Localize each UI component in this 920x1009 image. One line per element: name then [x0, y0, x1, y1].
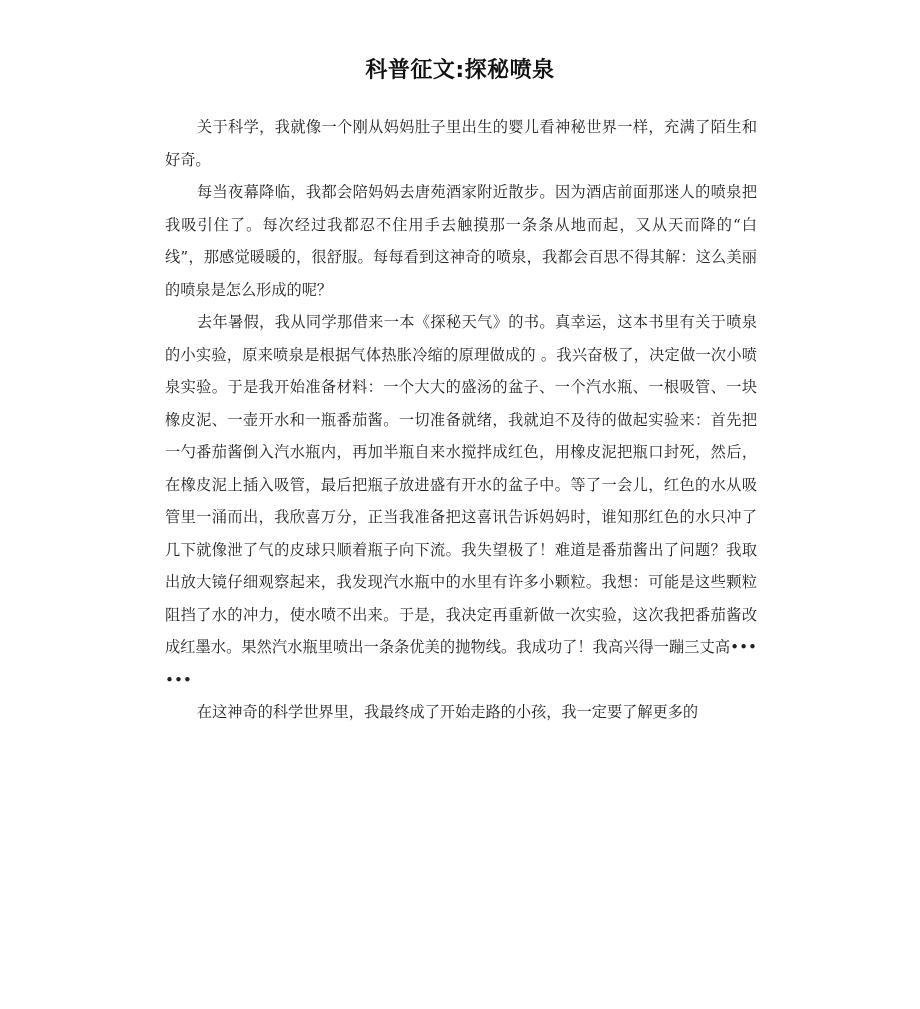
paragraph-2: 每当夜幕降临，我都会陪妈妈去唐苑酒家附近散步。因为酒店前面那迷人的喷泉把我吸引住了。每次经过我都忍不住用手去触摸那一条条从地而起，又从天而降的“白线”，那感觉暖暖的，很舒服。每每看到这神奇的喷泉，我都会百思不得其解：这么美丽的喷泉是怎么形成的呢？	[165, 183, 757, 299]
document-body	[165, 111, 757, 729]
paragraph-4: 在这神奇的科学世界里，我最终成了开始走路的小孩，我一定要了解更多的	[196, 703, 699, 721]
paragraph-3: 去年暑假，我从同学那借来一本《探秘天气》的书。真幸运，这本书里有关于喷泉的小实验，原来喷泉是根据气体热胀冷缩的原理做成的 。我兴奋极了，决定做一次小喷泉实验。于是我开始准备材料：一个大大的盛汤的盆子、一个汽水瓶、一根吸管、一块橡皮泥、一壶开水和一瓶番茄酱。一切准备就绪，我就迫不及待的做起实验来：首先把一勺番茄酱倒入汽水瓶内，再加半瓶自来水搅拌成红色，用橡皮泥把瓶口封死，然后，在橡皮泥上插入吸管，最后把瓶子放进盛有开水的盆子中。等了一会儿，红色的水从吸管里一涌而出，我欣喜万分，正当我准备把这喜讯告诉妈妈时，谁知那红色的水只冲了几下就像泄了气的皮球只顺着瓶子向下流。我失望极了！难道是番茄酱出了问题？我取出放大镜仔细观察起来，我发现汽水瓶中的水里有许多小颗粒。我想：可能是这些颗粒阻挡了水的冲力，使水喷不出来。于是，我决定再重新做一次实验，这次我把番茄酱改成红墨水。果然汽水瓶里喷出一条条优美的抛物线。我成功了！我高兴得一蹦三丈高••••••	[165, 313, 757, 689]
document-title: 科普征文:探秘喷泉	[365, 58, 555, 83]
paragraph-1: 关于科学，我就像一个刚从妈妈肚子里出生的婴儿看神秘世界一样，充满了陌生和好奇。	[165, 118, 757, 169]
